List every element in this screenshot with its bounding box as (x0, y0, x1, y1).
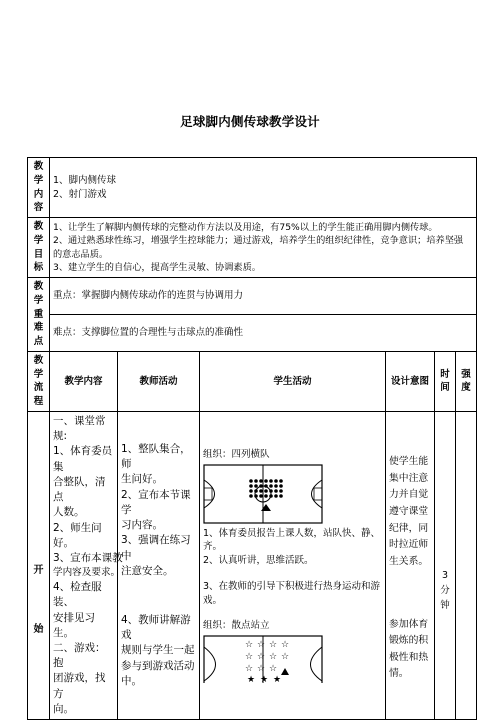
header-line: 间 (440, 382, 450, 394)
content-line: 3、宣布本课教 (53, 551, 123, 564)
svg-text:☆: ☆ (245, 640, 254, 651)
header-line: 强 (461, 368, 471, 380)
goal-items (50, 218, 477, 278)
teacher-line: 生问好。 (121, 473, 163, 486)
intent-line: 力并自觉 (389, 489, 429, 501)
time-char: 钟 (440, 600, 450, 612)
svg-text:☆: ☆ (269, 664, 278, 675)
row-difficult-point (28, 315, 477, 352)
intent-line: 使学生能 (389, 456, 429, 468)
row-goals (28, 218, 477, 278)
content-item: 1、脚内侧传球 (53, 174, 117, 186)
difficult-point-text: 难点：支撑脚位置的合理性与击球点的准确性 (50, 315, 477, 352)
header-design-intent: 设计意图 (386, 351, 435, 411)
goal-item: 的意志品质。 (53, 248, 109, 260)
time-char: 3 (441, 569, 449, 581)
header-line: 度 (461, 382, 471, 394)
label-key-points (28, 278, 50, 352)
label-line: 教学 (33, 161, 44, 186)
intent-line: 锻炼的积 (389, 635, 429, 647)
intent-line: 纪律，同 (389, 522, 429, 534)
label-line: 内容 (33, 188, 44, 214)
teacher-line: 参与到游戏活动 (121, 659, 195, 672)
label-line: 教学 (33, 281, 44, 306)
student-line: 齐。 (203, 541, 223, 553)
svg-text:★: ★ (247, 675, 256, 684)
intent-line: 情。 (389, 668, 409, 680)
header-line: 时 (440, 368, 450, 380)
svg-text:☆: ☆ (257, 640, 266, 651)
student-activity-cell (200, 412, 386, 720)
label-line: 教学 (33, 221, 44, 246)
teacher-line: 中。 (121, 674, 142, 687)
svg-text:★: ★ (260, 675, 269, 684)
design-intent-cell (386, 412, 435, 720)
intent-line: 时拉近师 (389, 539, 429, 551)
stage-char: 开 (33, 565, 44, 577)
student-line: 2、认真听讲，思维活跃。 (203, 555, 314, 567)
content-line: 二、游戏：抱 (53, 641, 106, 670)
content-line: 2、师生问好。 (53, 521, 102, 549)
label-line: 流程 (33, 382, 44, 408)
svg-text:☆: ☆ (269, 640, 278, 651)
svg-text:☆: ☆ (257, 652, 266, 663)
header-student-activity: 学生活动 (200, 351, 386, 411)
svg-text:★: ★ (273, 675, 282, 684)
header-teaching-content: 教学内容 (50, 351, 118, 411)
student-line: 3、在教师的引导下积极进行热身运动和游 (203, 580, 381, 592)
svg-text:☆: ☆ (281, 652, 290, 663)
intent-line: 遵守课堂 (389, 505, 429, 517)
teacher-line: 习内容。 (121, 519, 163, 532)
content-line: 4、检查服装、 (53, 581, 102, 609)
svg-text:☆: ☆ (245, 664, 254, 675)
org-label-scatter: 组织：散点站立 (203, 620, 270, 632)
svg-text:☆: ☆ (269, 652, 278, 663)
goal-item: 3、建立学生的自信心，提高学生灵敏、协调素质。 (53, 261, 261, 273)
stage-start-label (28, 412, 50, 720)
goal-item: 1、让学生了解脚内侧传球的完整动作方法以及用途，有75%以上的学生能正确用脚内侧传球。 (53, 221, 438, 233)
teacher-line: 3、强调在练习中 (121, 534, 191, 562)
intensity-cell (456, 412, 477, 720)
student-line: 1、体育委员报告上课人数，站队快、静、 (203, 527, 381, 539)
label-line: 点 (33, 336, 44, 348)
row-key-point (28, 278, 477, 315)
row-stage-start (28, 412, 477, 720)
header-time (435, 351, 456, 411)
time-char: 分 (440, 584, 450, 596)
lesson-plan-table (27, 157, 477, 720)
content-line: 1、体育委员集 (53, 445, 113, 473)
content-items (50, 158, 477, 218)
content-line: 向。 (53, 702, 74, 715)
content-item: 2、射门游戏 (53, 188, 107, 200)
stage-char: 始 (33, 623, 44, 635)
intent-line: 集中注意 (389, 472, 429, 484)
label-line: 重难 (33, 308, 44, 334)
content-line: 学内容及要求。 (53, 567, 121, 579)
teacher-line: 规则与学生一起 (121, 644, 195, 657)
content-line: 人数。 (53, 506, 85, 519)
teaching-content-cell (50, 412, 123, 720)
teacher-line: 注意安全。 (121, 564, 174, 577)
key-point-text: 重点：掌握脚内侧传球动作的连贯与协调用力 (50, 278, 477, 315)
scatter-formation-diagram (203, 635, 323, 683)
label-line: 教学 (33, 354, 44, 380)
intent-line: 极性和热 (389, 651, 429, 663)
student-line: 戏。 (203, 594, 223, 606)
header-intensity (456, 351, 477, 411)
label-process (28, 351, 50, 411)
intent-line: 生关系。 (389, 555, 429, 567)
content-line: 安排见习生。 (53, 611, 95, 639)
org-label-rows: 组织：四列横队 (203, 448, 270, 460)
svg-text:☆: ☆ (245, 652, 254, 663)
header-teacher-activity: 教师活动 (118, 351, 200, 411)
row-content (28, 158, 477, 218)
court-formation-diagram (203, 464, 323, 524)
teacher-line: 4、教师讲解游戏 (121, 613, 191, 642)
content-line: 团游戏，找方 (53, 672, 106, 700)
teacher-activity-cell (118, 412, 200, 720)
label-goals (28, 218, 50, 278)
goal-item: 2、通过熟悉球性练习，增强学生控球能力；通过游戏，培养学生的组织纪律性，竞争意识；培养坚强 (53, 235, 464, 247)
svg-text:☆: ☆ (281, 640, 290, 651)
label-line: 目标 (33, 248, 44, 274)
teacher-line: 1、整队集合，师 (121, 443, 191, 471)
row-process-header (28, 351, 477, 411)
content-line: 一、课堂常规: (53, 415, 106, 443)
svg-text:☆: ☆ (257, 664, 266, 675)
content-line: 合整队，清点 (53, 475, 106, 504)
teacher-line: 2、宣布本节课学 (121, 488, 191, 516)
label-content (28, 158, 50, 218)
document-title: 足球脚内侧传球教学设计 (180, 114, 320, 129)
time-cell (435, 412, 456, 720)
intent-line: 参加体育 (389, 618, 429, 630)
